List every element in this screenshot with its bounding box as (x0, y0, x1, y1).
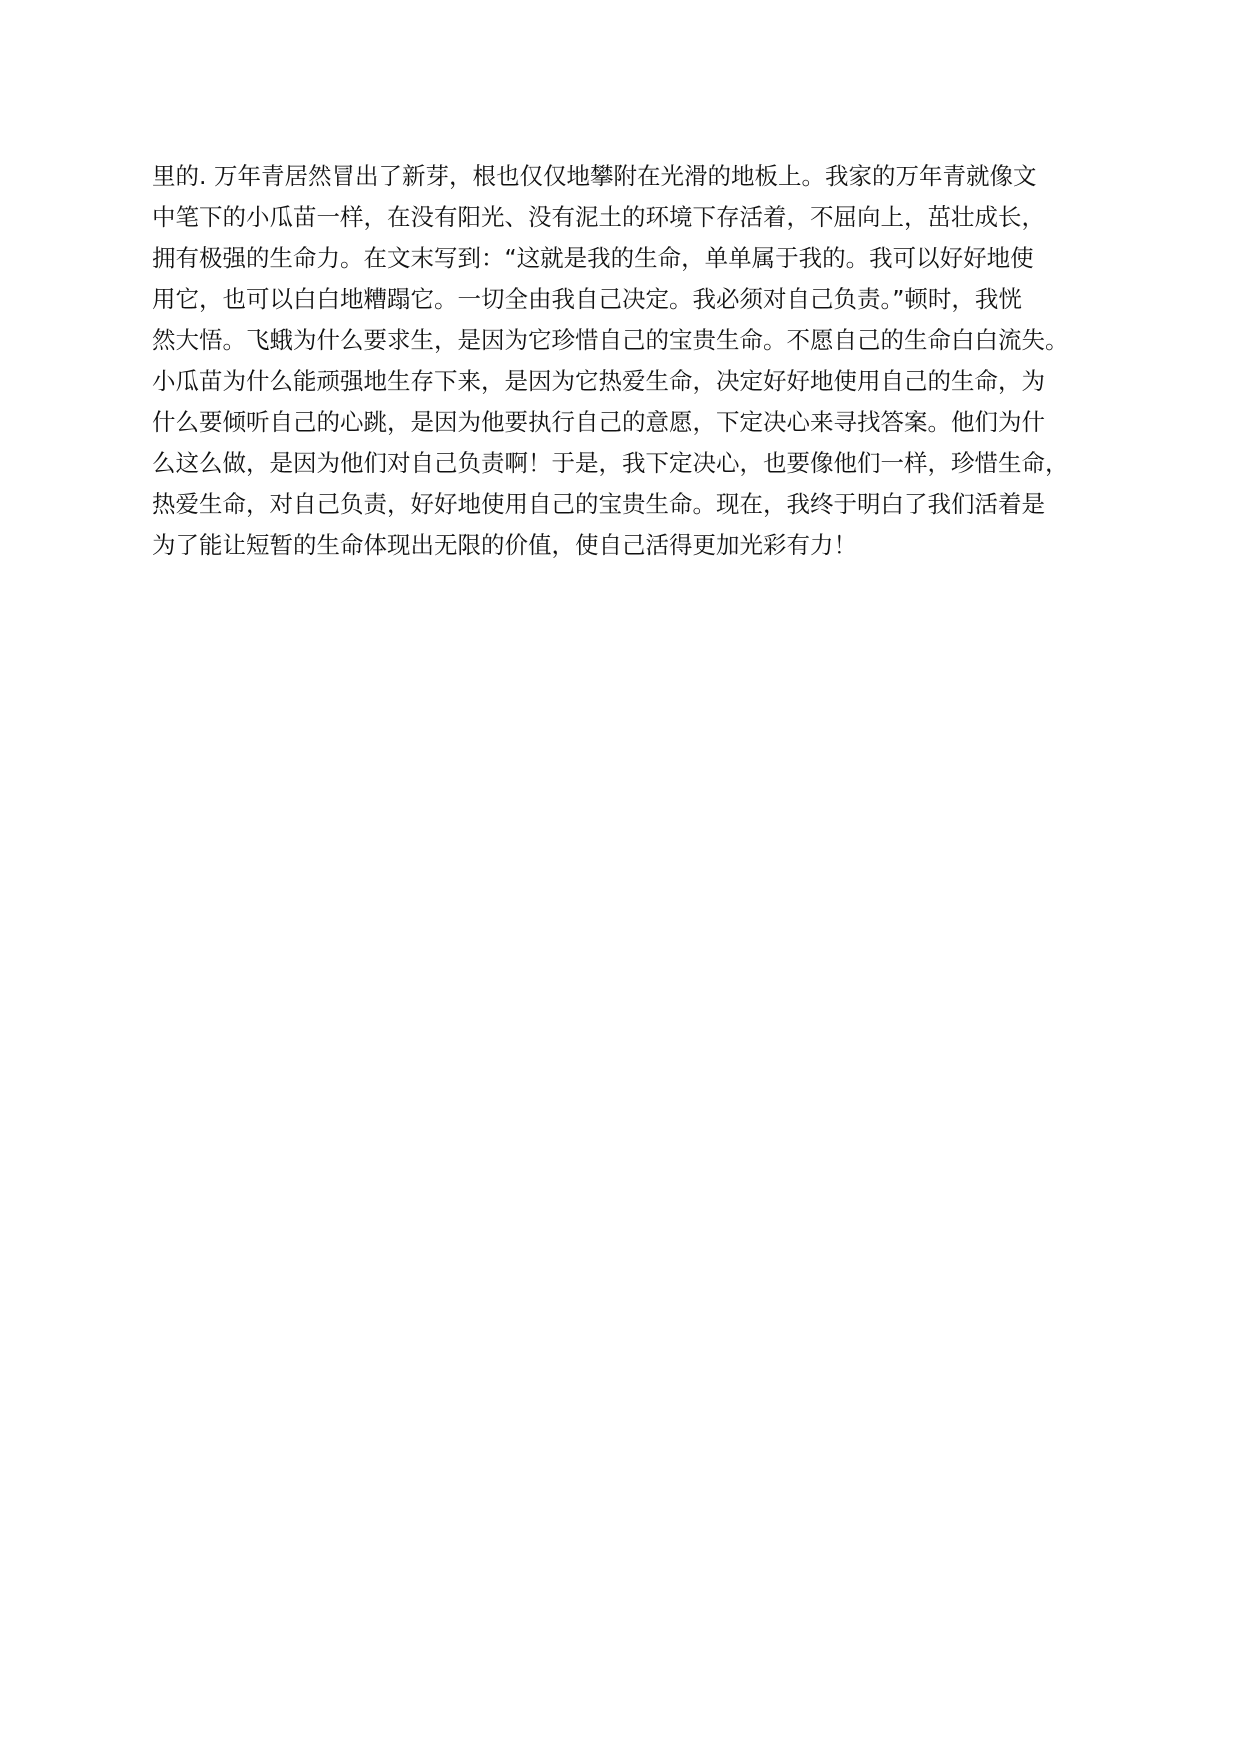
text-line: 然大悟。飞蛾为什么要求生，是因为它珍惜自己的宝贵生命。不愿自己的生命白白流失。 (152, 326, 1069, 354)
text-line: 么这么做，是因为他们对自己负责啊！于是，我下定决心，也要像他们一样，珍惜生命， (152, 449, 1069, 477)
body-paragraph (152, 156, 1102, 566)
text-line: 为了能让短暂的生命体现出无限的价值，使自己活得更加光彩有力！ (152, 531, 857, 559)
text-line: 什么要倾听自己的心跳，是因为他要执行自己的意愿，下定决心来寻找答案。他们为什 (152, 408, 1045, 436)
text-line: 中笔下的小瓜苗一样，在没有阳光、没有泥土的环境下存活着，不屈向上，茁壮成长， (152, 203, 1045, 231)
text-line: 拥有极强的生命力。在文末写到：“这就是我的生命，单单属于我的。我可以好好地使 (152, 244, 1034, 272)
text-line: 用它，也可以白白地糟蹋它。一切全由我自己决定。我必须对自己负责。”顿时，我恍 (152, 285, 1022, 313)
text-line: 热爱生命，对自己负责，好好地使用自己的宝贵生命。现在，我终于明白了我们活着是 (152, 490, 1045, 518)
text-line: 小瓜苗为什么能顽强地生存下来，是因为它热爱生命，决定好好地使用自己的生命，为 (152, 367, 1045, 395)
text-line: 里的. 万年青居然冒出了新芽，根也仅仅地攀附在光滑的地板上。我家的万年青就像文 (152, 162, 1037, 190)
